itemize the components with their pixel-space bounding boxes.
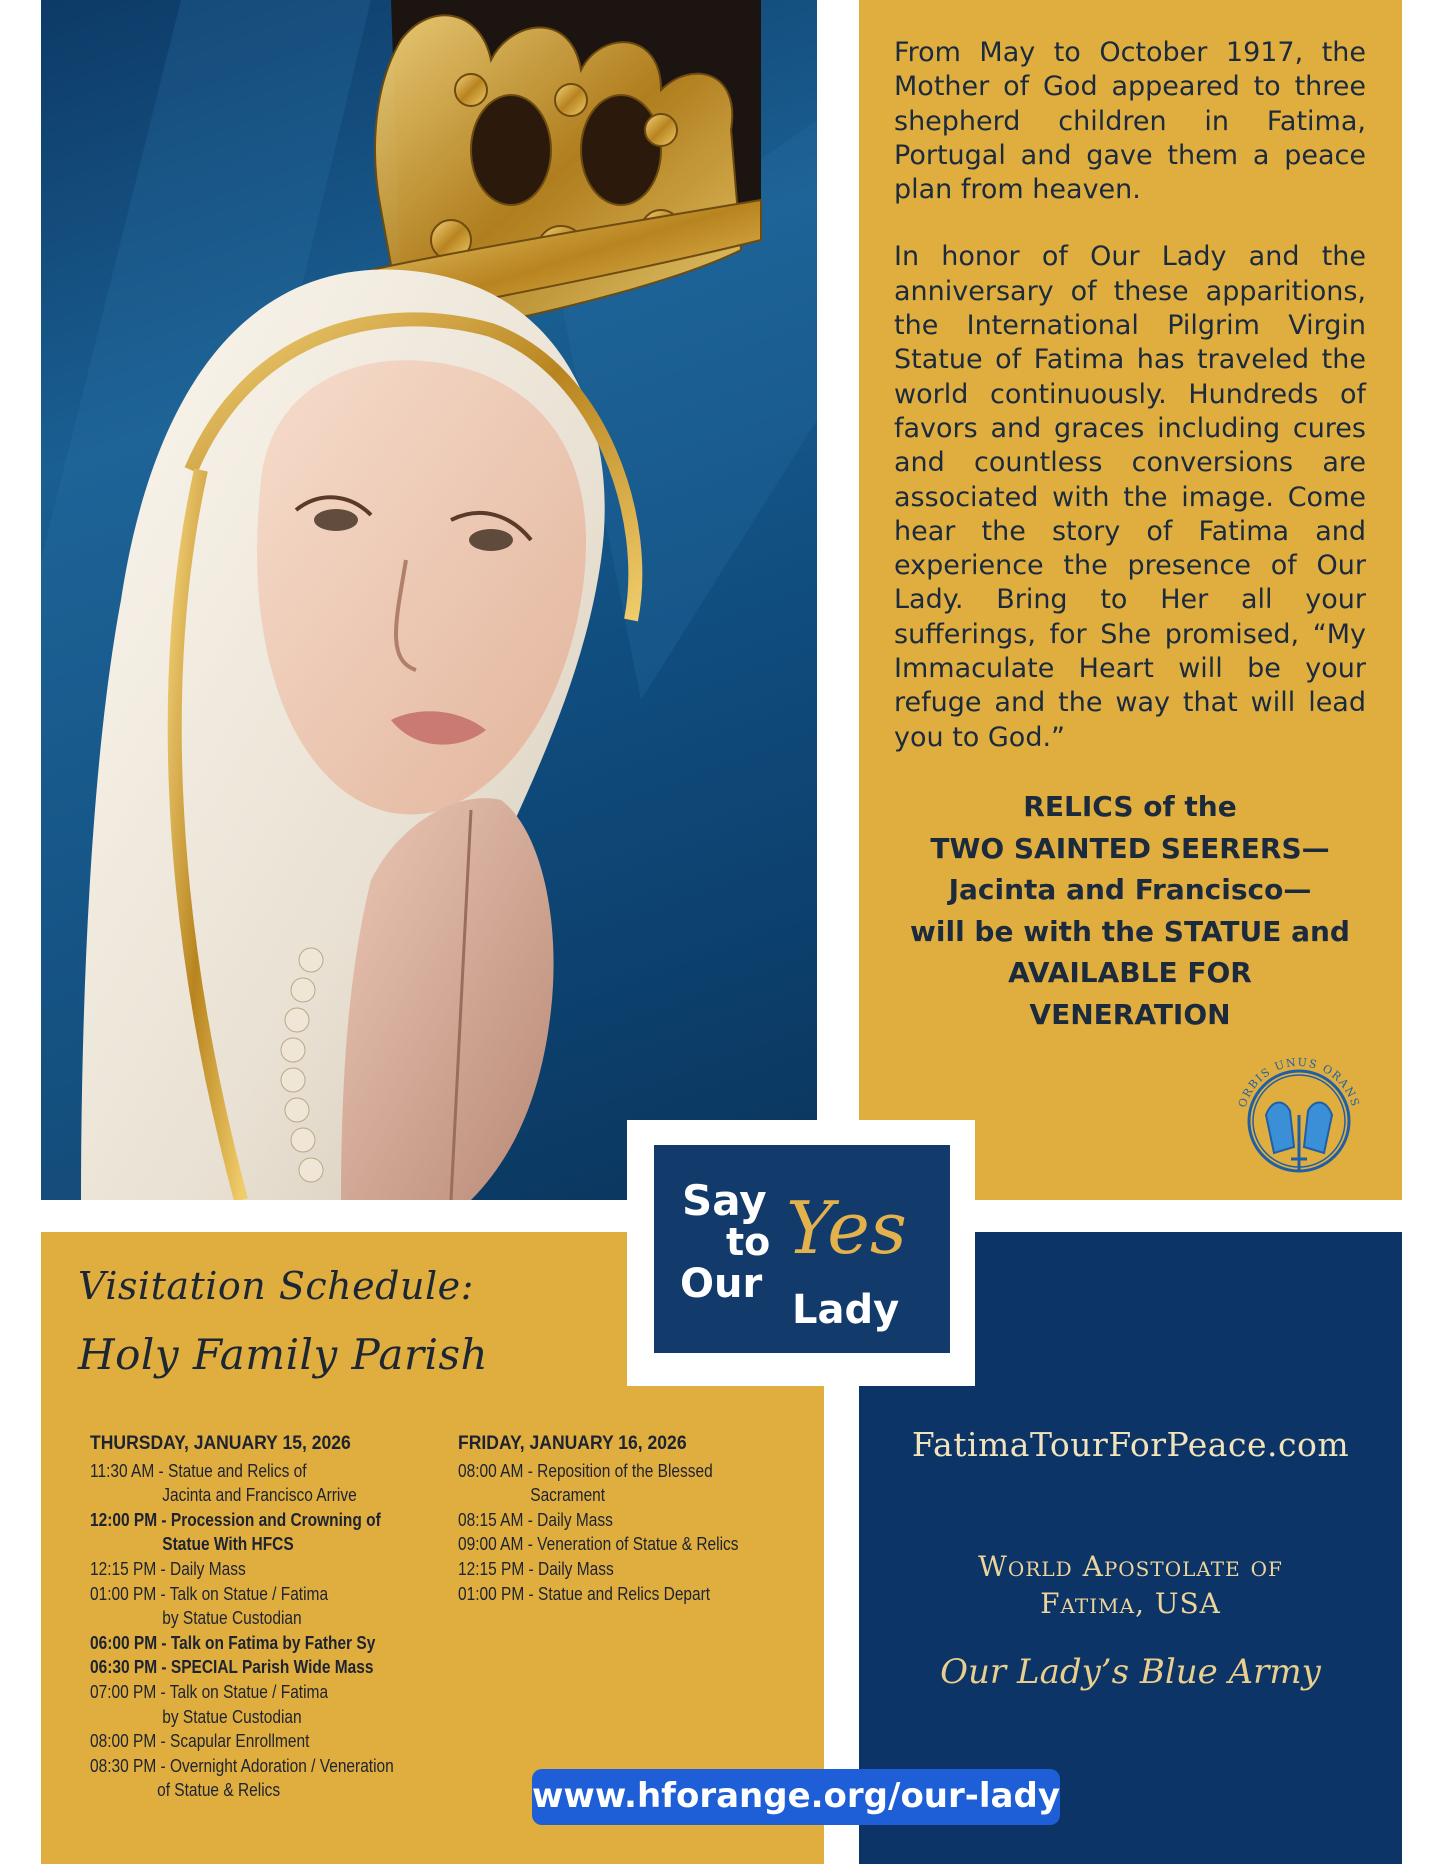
thursday-schedule — [90, 1431, 430, 1803]
intro-paragraph-2: In honor of Our Lady and the anniversary of these apparitions, the International Pilgrim Virgin Statue of Fatima has traveled the world continuously. Hundreds of favors and graces including cures and countless conversions are associated with the image. Come hear the story of Fatima and experience the presence of Our Lady. Bring to Her all your sufferings, for She promised, “My Immaculate Heart will be your refuge and the way that will lead you to God.” — [894, 241, 1366, 753]
organization-tagline: Our Lady’s Blue Army — [940, 1652, 1321, 1692]
relics-line: RELICS of the — [1023, 790, 1237, 823]
schedule-row: 01:00 PM - Talk on Statue / Fatima — [90, 1583, 329, 1604]
schedule-row: 11:30 AM - Statue and Relics of — [90, 1460, 307, 1481]
say-yes-logo — [654, 1145, 950, 1353]
statue-photo — [41, 0, 817, 1200]
schedule-row: 08:00 AM - Reposition of the Blessed — [458, 1460, 713, 1481]
schedule-row: 07:00 PM - Talk on Statue / Fatima — [90, 1681, 329, 1702]
schedule-row-continuation: of Statue & Relics — [157, 1780, 281, 1801]
organization-name-line: World Apostolate of — [978, 1550, 1283, 1583]
logo-to: to — [726, 1220, 771, 1264]
schedule-row: 08:15 AM - Daily Mass — [458, 1509, 613, 1530]
relics-line: VENERATION — [1029, 997, 1231, 1031]
logo-our: Our — [680, 1261, 763, 1307]
schedule-row: 12:00 PM - Procession and Crowning of — [90, 1509, 381, 1530]
schedule-row-continuation: Sacrament — [530, 1485, 606, 1506]
schedule-row: 08:00 PM - Scapular Enrollment — [90, 1731, 310, 1752]
friday-schedule — [458, 1431, 788, 1606]
relics-line: AVAILABLE FOR — [1008, 956, 1252, 989]
schedule-row: 06:30 PM - SPECIAL Parish Wide Mass — [90, 1657, 374, 1678]
schedule-row: 09:00 AM - Veneration of Statue & Relics — [458, 1534, 739, 1555]
relics-line: Jacinta and Francisco— — [948, 873, 1312, 906]
schedule-title: Visitation Schedule: — [78, 1264, 474, 1308]
intro-paragraph-1: From May to October 1917, the Mother of God appeared to three shepherd children in Fatima, Portugal and gave them a peace plan from heaven. — [894, 37, 1366, 206]
relics-notice — [894, 786, 1366, 1035]
logo-say: Say — [682, 1176, 767, 1225]
schedule-row: 01:00 PM - Statue and Relics Depart — [458, 1583, 711, 1604]
day-heading: THURSDAY, JANUARY 15, 2026 — [90, 1432, 351, 1454]
relics-line: TWO SAINTED SEERERS— — [930, 831, 1330, 865]
statue-illustration — [41, 0, 817, 1200]
intro-text — [894, 36, 1366, 788]
schedule-row: 08:30 PM - Overnight Adoration / Veneration — [90, 1755, 394, 1776]
schedule-row: 12:15 PM - Daily Mass — [90, 1558, 246, 1579]
schedule-row-continuation: Statue With HFCS — [162, 1534, 294, 1555]
schedule-row-continuation: by Statue Custodian — [162, 1706, 302, 1727]
schedule-row-continuation: Jacinta and Francisco Arrive — [162, 1485, 357, 1506]
orbis-unus-orans-seal-icon — [1228, 1055, 1370, 1175]
organization-name — [859, 1548, 1402, 1622]
logo-yes: Yes — [786, 1186, 907, 1270]
tour-website-text: FatimaTourForPeace.com — [911, 1425, 1350, 1464]
schedule-row: 06:00 PM - Talk on Fatima by Father Sy — [90, 1632, 376, 1653]
schedule-row: 12:15 PM - Daily Mass — [458, 1558, 614, 1579]
organization-name-line: Fatima, USA — [1040, 1587, 1221, 1620]
parish-url-link[interactable]: www.hforange.org/our-lady — [532, 1769, 1060, 1825]
logo-lady: Lady — [792, 1287, 900, 1333]
parish-title: Holy Family Parish — [78, 1330, 489, 1379]
schedule-row-continuation: by Statue Custodian — [162, 1608, 302, 1629]
seal-motto: ORBIS UNUS ORANS — [1235, 1055, 1363, 1110]
relics-line: will be with the STATUE and — [910, 914, 1350, 948]
day-heading: FRIDAY, JANUARY 16, 2026 — [458, 1432, 687, 1454]
